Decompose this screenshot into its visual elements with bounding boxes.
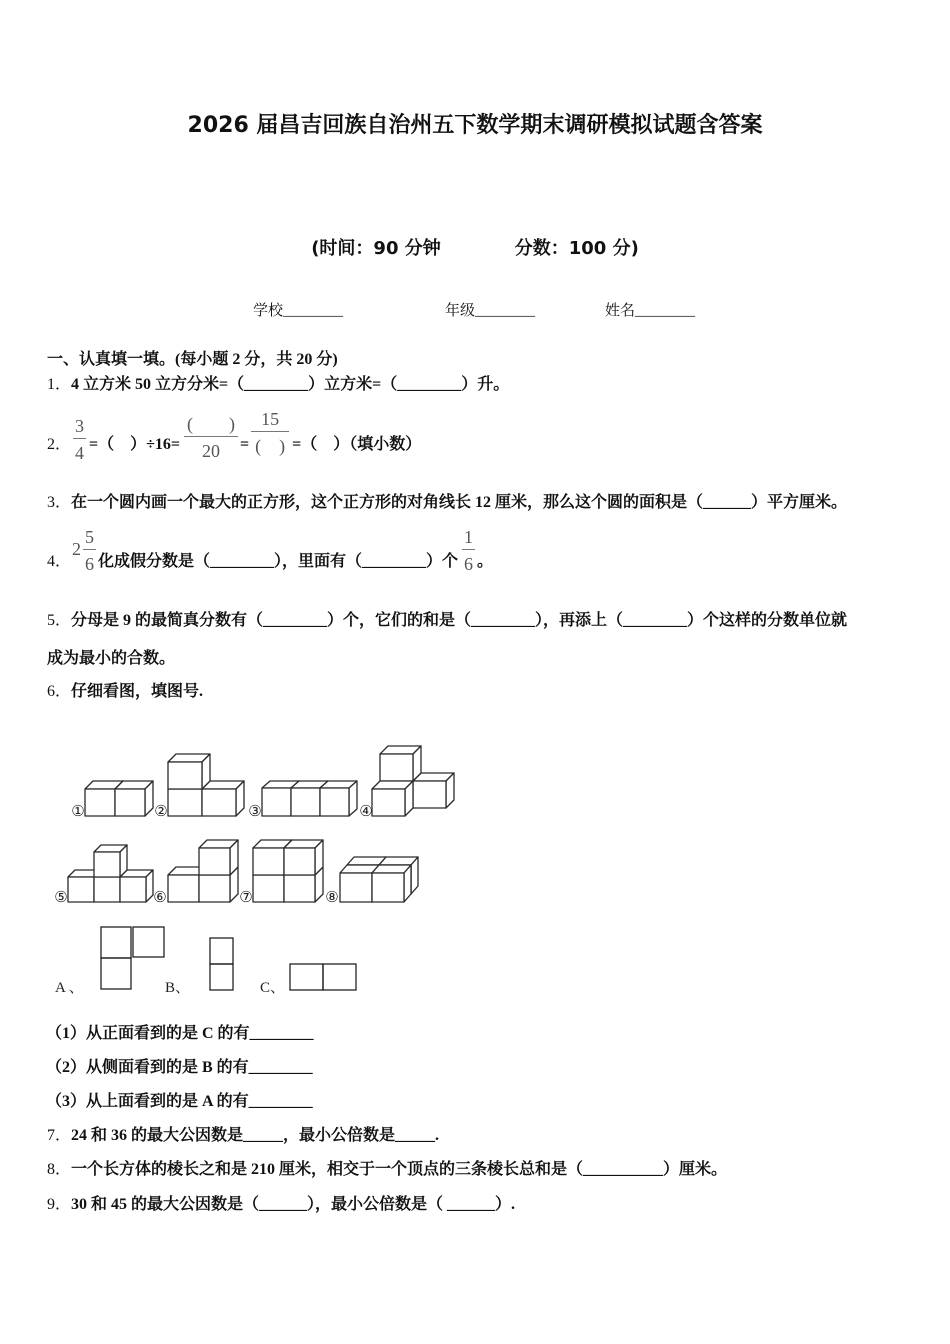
figure-label-1: ① (71, 802, 85, 820)
view-b (210, 938, 233, 990)
cube-front-face (85, 789, 115, 816)
cube-front-face (253, 848, 284, 875)
question-number: 1． (47, 376, 72, 393)
cube-front-face (413, 781, 446, 808)
question-number: 2． (47, 436, 72, 453)
question-text: 在一个圆内画一个最大的正方形，这个正方形的对角线长 12 厘米，那么这个圆的面积是（______）平方厘米。 (71, 494, 848, 511)
figure-label-2: ② (154, 802, 168, 820)
cube-front-face (168, 789, 202, 816)
cube-front-face (168, 875, 199, 902)
figure-7-solid (253, 840, 323, 902)
cube-front-face (340, 873, 372, 902)
figure-label-7: ⑦ (239, 888, 253, 906)
cube (94, 845, 127, 877)
fraction-c (251, 409, 289, 456)
cube-front-face (120, 877, 146, 902)
cube (202, 781, 244, 816)
fraction-numerator: ( ) (187, 413, 236, 434)
name-field: 姓名________ (605, 303, 696, 319)
cube-front-face (284, 848, 315, 875)
mixed-number-fraction (83, 527, 96, 574)
cube (284, 840, 323, 875)
fraction-numerator: 1 (464, 526, 474, 547)
cube-figure (40, 740, 470, 1000)
figure-5-solid (68, 845, 153, 902)
question-number: 7． (47, 1127, 72, 1144)
question-number: 8． (47, 1161, 72, 1178)
fraction-numerator: 15 (261, 408, 280, 429)
question-2 (47, 408, 422, 475)
cube-front-face (94, 852, 120, 877)
grade-field: 年级________ (445, 303, 536, 319)
fraction-unit (462, 527, 475, 574)
cube-front-face (372, 873, 404, 902)
cube-front-face (262, 788, 291, 816)
question-text: 一个长方体的棱长之和是 210 厘米，相交于一个顶点的三条棱长总和是（__________）厘米。 (71, 1161, 728, 1178)
cube (380, 746, 421, 781)
cube (413, 773, 454, 808)
view-b-square (210, 964, 233, 990)
cube (115, 781, 153, 816)
equals-sign: = (240, 436, 250, 453)
question-1 (47, 375, 509, 395)
fraction-bar (462, 549, 475, 550)
cube (199, 840, 238, 875)
figure-4-solid (372, 746, 454, 816)
view-label-a: A 、 (55, 980, 84, 996)
fraction-numerator: 3 (75, 415, 85, 436)
fraction-denominator: 6 (464, 553, 474, 574)
cube (372, 781, 413, 816)
exam-time: (时间：90 分钟 (311, 238, 441, 259)
view-b-square (210, 938, 233, 964)
question-text: =（ ）（填小数） (292, 436, 422, 453)
cube-solids (68, 746, 454, 902)
cube-front-face (372, 789, 405, 816)
figure-1-solid (85, 781, 153, 816)
sub-question-1: （1）从正面看到的是 C 的有________ (46, 1025, 314, 1042)
figure-label-4: ④ (359, 802, 373, 820)
cube-front-face (168, 762, 202, 789)
question-5-continued: 成为最小的合数。 (47, 650, 176, 667)
exam-title: 2026 届昌吉回族自治州五下数学期末调研模拟试题含答案 (187, 113, 763, 138)
cube-front-face (380, 754, 413, 781)
question-8 (47, 1160, 727, 1180)
sub-question-2: （2）从侧面看到的是 B 的有________ (46, 1059, 313, 1076)
question-text: 30 和 45 的最大公因数是（______），最小公倍数是（ ______）. (71, 1196, 516, 1213)
view-a (101, 927, 164, 989)
cube-front-face (199, 848, 230, 875)
fraction-bar (83, 549, 96, 550)
figure-label-6: ⑥ (153, 888, 167, 906)
section-heading: 一、认真填一填。(每小题 2 分，共 20 分) (47, 351, 338, 368)
view-c-square (290, 964, 323, 990)
view-a-square (133, 927, 164, 957)
fraction-denominator: ( ) (255, 435, 286, 456)
view-a-square (101, 958, 131, 989)
fraction-b (184, 414, 238, 461)
cube-front-face (199, 875, 230, 902)
cube-front-face (94, 877, 120, 902)
question-number: 5． (47, 612, 72, 629)
figure-3-solid (262, 781, 357, 816)
question-9 (47, 1195, 515, 1215)
question-number: 3． (47, 494, 72, 511)
cube-front-face (253, 875, 284, 902)
exam-subtitle (0, 236, 950, 262)
cube (120, 870, 153, 902)
school-field: 学校________ (253, 303, 344, 319)
question-number: 4． (47, 553, 72, 570)
fraction-denominator: 4 (75, 442, 85, 463)
question-text: 24 和 36 的最大公因数是_____，最小公倍数是_____. (71, 1127, 440, 1144)
question-text: 4 立方米 50 立方分米=（________）立方米=（________）升。 (71, 376, 510, 393)
views (101, 927, 356, 990)
question-number: 9． (47, 1196, 72, 1213)
cube (168, 754, 210, 789)
mixed-number-whole: 2 (72, 539, 82, 559)
question-3 (47, 493, 847, 513)
cube-front-face (291, 788, 320, 816)
figure-label-5: ⑤ (54, 888, 68, 906)
question-text: 化成假分数是（________），里面有（________）个 (98, 553, 459, 570)
exam-score: 分数：100 分) (514, 238, 639, 259)
fraction-denominator: 6 (85, 553, 95, 574)
cube (320, 781, 357, 816)
figure-8-solid (340, 857, 418, 902)
question-5 (47, 611, 847, 631)
question-text: 仔细看图，填图号. (71, 683, 204, 700)
figure-2-solid (168, 754, 244, 816)
fraction-bar (251, 431, 289, 432)
question-text-end: 。 (477, 553, 494, 570)
fraction-numerator: 5 (85, 526, 95, 547)
cube-front-face (115, 789, 145, 816)
view-label-c: C、 (260, 980, 286, 996)
fraction-bar (73, 438, 86, 439)
cube (372, 865, 411, 902)
fraction-a (73, 416, 86, 463)
question-text: 分母是 9 的最简真分数有（________）个，它们的和是（________），再添上（________）个这样的分数单位就 (71, 612, 848, 629)
cube-front-face (202, 789, 236, 816)
fraction-denominator: 20 (202, 440, 221, 461)
cube-front-face (320, 788, 349, 816)
cube-front-face (68, 877, 94, 902)
view-c (290, 964, 356, 990)
figure-6-solid (168, 840, 238, 902)
question-4 (47, 526, 494, 592)
figure-label-8: ⑧ (325, 888, 339, 906)
view-label-b: B、 (165, 980, 191, 996)
sub-question-3: （3）从上面看到的是 A 的有________ (46, 1093, 313, 1110)
cube-front-face (284, 875, 315, 902)
question-text: =（ ）÷16= (89, 436, 181, 453)
cube-right-face (349, 781, 357, 816)
question-number: 6． (47, 683, 72, 700)
question-6 (47, 682, 203, 702)
fraction-bar (184, 436, 238, 437)
figure-label-3: ③ (248, 802, 262, 820)
view-a-square (101, 927, 131, 958)
question-7 (47, 1126, 439, 1146)
view-c-square (323, 964, 356, 990)
